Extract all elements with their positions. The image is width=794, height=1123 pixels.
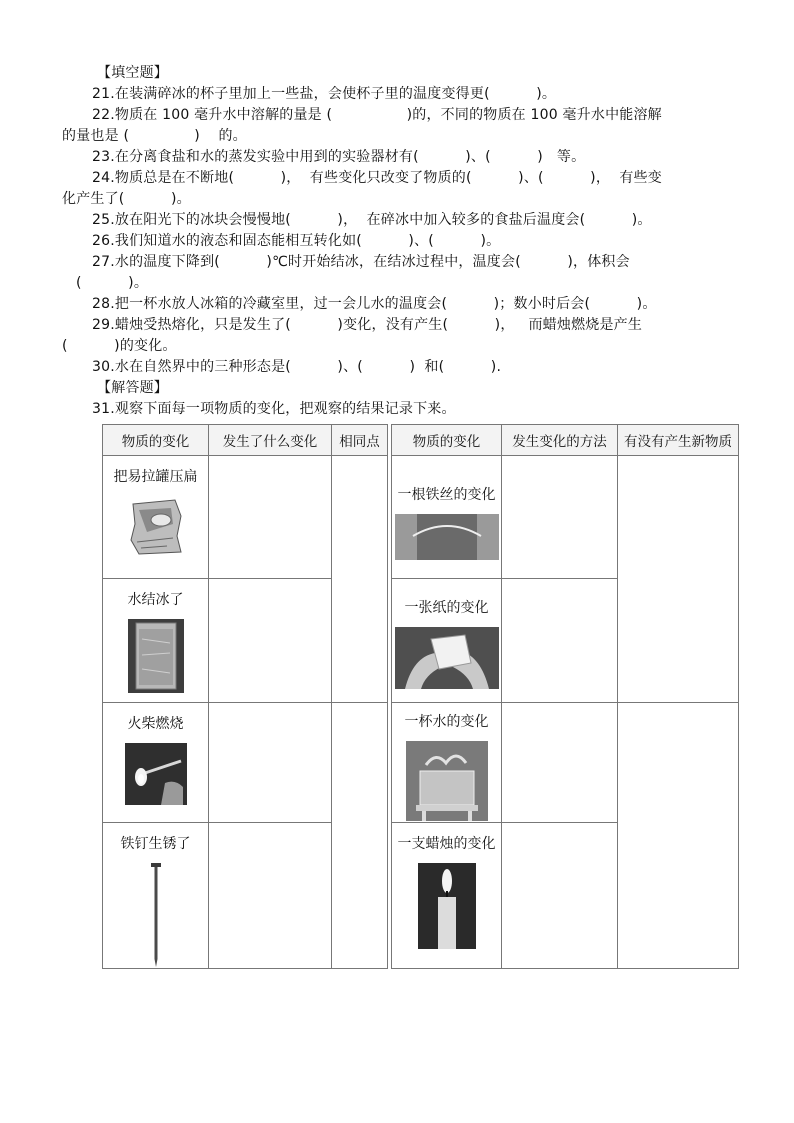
header-right-change: 物质的变化	[392, 425, 502, 456]
answer-cell[interactable]	[209, 703, 332, 823]
question-26: 26.我们知道水的液态和固态能相互转化如( )、( )。	[92, 233, 501, 249]
header-what-change: 发生了什么变化	[209, 425, 332, 456]
table-header-row	[103, 425, 739, 456]
answer-cell[interactable]	[209, 456, 332, 579]
answer-cell[interactable]	[502, 456, 618, 579]
item-label: 火柴燃烧	[127, 716, 184, 732]
answer-cell[interactable]	[502, 579, 618, 703]
question-30: 30.水在自然界中的三种形态是( )、( ) 和( ).	[92, 359, 502, 375]
item-cell	[392, 823, 502, 969]
question-24-line2: 化产生了( )。	[62, 191, 191, 207]
header-similarity: 相同点	[332, 425, 388, 456]
beaker-water-image	[406, 741, 488, 821]
observation-table	[102, 424, 739, 969]
question-25: 25.放在阳光下的冰块会慢慢地( )， 在碎冰中加入较多的食盐后温度会( )。	[92, 212, 652, 228]
new-substance-cell[interactable]	[618, 456, 739, 703]
question-27-line1: 27.水的温度下降到( )℃时开始结冰，在结冰过程中，温度会( )，体积会	[92, 254, 630, 270]
header-change-method: 发生变化的方法	[502, 425, 618, 456]
item-label: 铁钉生锈了	[120, 836, 191, 852]
question-29-line1: 29.蜡烛受热熔化，只是发生了( )变化，没有产生( )， 而蜡烛燃烧是产生	[92, 317, 643, 333]
answer-cell[interactable]	[502, 703, 618, 823]
answer-cell[interactable]	[502, 823, 618, 969]
candle-image	[418, 863, 476, 949]
ice-glass-image	[128, 619, 184, 693]
item-label: 一张纸的变化	[404, 600, 489, 616]
question-27-line2: ( )。	[76, 275, 149, 291]
item-cell	[103, 579, 209, 703]
item-cell	[103, 823, 209, 969]
question-21: 21.在装满碎冰的杯子里加上一些盐，会使杯子里的温度变得更( )。	[92, 86, 557, 102]
item-cell	[103, 456, 209, 579]
crushed-can-image	[127, 496, 185, 558]
item-cell	[103, 703, 209, 823]
burning-match-image	[125, 743, 187, 805]
answer-section-header: 【解答题】	[97, 380, 168, 396]
question-28: 28.把一杯水放人冰箱的冷藏室里，过一会儿水的温度会( )；数小时后会( )。	[92, 296, 657, 312]
answer-cell[interactable]	[209, 579, 332, 703]
question-29-line2: ( )的变化。	[62, 338, 177, 354]
header-left-change: 物质的变化	[103, 425, 209, 456]
question-31: 31.观察下面每一项物质的变化，把观察的结果记录下来。	[92, 401, 456, 417]
question-22-line1: 22.物质在 100 毫升水中溶解的量是 ( )的，不同的物质在 100 毫升水中能溶解	[92, 107, 662, 123]
item-label: 水结冰了	[127, 592, 184, 608]
similarity-cell[interactable]	[332, 703, 388, 969]
rusty-nail-image	[150, 863, 162, 967]
table-row	[103, 456, 739, 579]
similarity-cell[interactable]	[332, 456, 388, 703]
item-label: 把易拉罐压扁	[113, 469, 198, 485]
item-label: 一根铁丝的变化	[397, 487, 496, 503]
question-24-line1: 24.物质总是在不断地( )， 有些变化只改变了物质的( )、( )， 有些变	[92, 170, 662, 186]
item-cell	[392, 703, 502, 823]
iron-wire-image	[395, 514, 499, 560]
item-label: 一杯水的变化	[404, 714, 489, 730]
new-substance-cell[interactable]	[618, 703, 739, 969]
fill-section-header: 【填空题】	[97, 65, 168, 81]
item-label: 一支蜡烛的变化	[397, 836, 496, 852]
table-row	[103, 703, 739, 823]
question-22-line2: 的量也是 ( ) 的。	[62, 128, 247, 144]
header-new-substance: 有没有产生新物质	[618, 425, 739, 456]
item-cell	[392, 456, 502, 579]
paper-image	[395, 627, 499, 689]
question-23: 23.在分离食盐和水的蒸发实验中用到的实验器材有( )、( ) 等。	[92, 149, 586, 165]
answer-cell[interactable]	[209, 823, 332, 969]
item-cell	[392, 579, 502, 703]
